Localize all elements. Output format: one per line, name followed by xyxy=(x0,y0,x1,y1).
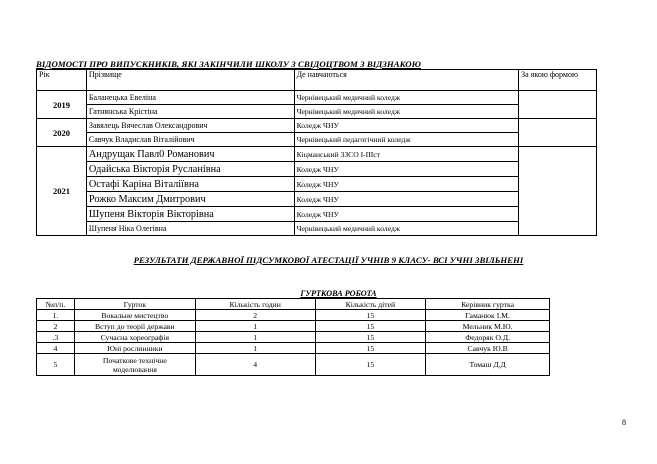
table-row xyxy=(37,343,550,354)
club-cell xyxy=(74,354,195,376)
hours-cell: 1 xyxy=(195,343,315,354)
leader-cell: Федоряк О.Д. xyxy=(426,332,550,343)
clubs-table xyxy=(36,298,550,376)
table-row xyxy=(37,222,597,236)
num-cell: 2 xyxy=(37,321,75,332)
where-cell: Чернівецький медичний коледж xyxy=(294,105,519,119)
kids-cell: 15 xyxy=(315,332,426,343)
table-row xyxy=(37,321,550,332)
num-cell: 1. xyxy=(37,310,75,321)
year-cell: 2021 xyxy=(37,147,87,236)
hours-cell: 1 xyxy=(195,332,315,343)
where-cell: Кіцманський ЗЗСО І-ІІІст xyxy=(294,147,519,162)
table-row xyxy=(37,310,550,321)
num-cell: .3 xyxy=(37,332,75,343)
table-row xyxy=(37,354,550,376)
table-row xyxy=(37,177,597,192)
col-year-header: Рік xyxy=(37,70,87,91)
where-cell: Чернівецький медичний коледж xyxy=(294,91,519,105)
name-cell: Рожко Максим Дмитрович xyxy=(86,192,294,207)
leader-cell: Гаманюк І.М. xyxy=(426,310,550,321)
kids-cell: 15 xyxy=(315,343,426,354)
where-cell: Чернівецький медичний коледж xyxy=(294,222,519,236)
graduates-table xyxy=(36,69,597,236)
hours-cell: 2 xyxy=(195,310,315,321)
name-cell: Одайська Вікторія Русланівна xyxy=(86,162,294,177)
name-cell: Гатнянська Крістіна xyxy=(86,105,294,119)
where-cell: Коледж ЧНУ xyxy=(294,119,519,133)
table-row xyxy=(37,147,597,162)
club-cell: Вступ до теорії держави xyxy=(74,321,195,332)
page-number: 8 xyxy=(622,418,626,427)
table-row xyxy=(37,162,597,177)
table-row xyxy=(37,133,597,147)
form-cell xyxy=(519,119,597,147)
num-cell: 5 xyxy=(37,354,75,376)
table-row xyxy=(37,119,597,133)
where-cell: Чернівецький педагогічний коледж xyxy=(294,133,519,147)
table-row xyxy=(37,207,597,222)
col-num-header: №п/п. xyxy=(37,299,75,310)
name-cell: Шупеня Ніка Олегівна xyxy=(86,222,294,236)
club-cell: Сучасна хореографія xyxy=(74,332,195,343)
year-cell: 2020 xyxy=(37,119,87,147)
name-cell: Завялець Вячеслав Олександрович xyxy=(86,119,294,133)
col-leader-header: Керівник гуртка xyxy=(426,299,550,310)
col-where-header: Де навчаються xyxy=(294,70,519,91)
table-header-row xyxy=(37,70,597,91)
hours-cell: 1 xyxy=(195,321,315,332)
club-cell-line: моделювання xyxy=(112,364,157,374)
name-cell: Андрущак Павл0 Романович xyxy=(86,147,294,162)
col-name-header: Прізвище xyxy=(86,70,294,91)
year-cell: 2019 xyxy=(37,91,87,119)
col-form-header: За якою формою xyxy=(519,70,597,91)
club-cell: Юні рослинники xyxy=(74,343,195,354)
hours-cell: 4 xyxy=(195,354,315,376)
table-row xyxy=(37,91,597,105)
clubs-title: ГУРТКОВА РОБОТА xyxy=(300,289,377,298)
name-cell: Баланецька Евеліна xyxy=(86,91,294,105)
kids-cell: 15 xyxy=(315,310,426,321)
graduates-title: ВІДОМОСТІ ПРО ВИПУСКНИКІВ, ЯКІ ЗАКІНЧИЛИ ШКОЛУ З СВІДОЦТВОМ З ВІДЗНАКОЮ xyxy=(36,59,422,69)
table-row xyxy=(37,332,550,343)
leader-cell: Мельник М.Ю. xyxy=(426,321,550,332)
where-cell: Коледж ЧНУ xyxy=(294,192,519,207)
where-cell: Коледж ЧНУ xyxy=(294,177,519,192)
kids-cell: 15 xyxy=(315,354,426,376)
leader-cell: Савчук Ю.В xyxy=(426,343,550,354)
col-hours-header: Кількість годин xyxy=(195,299,315,310)
where-cell: Коледж ЧНУ xyxy=(294,207,519,222)
where-cell: Коледж ЧНУ xyxy=(294,162,519,177)
name-cell: Шупеня Вікторія Вікторівна xyxy=(86,207,294,222)
table-row xyxy=(37,192,597,207)
kids-cell: 15 xyxy=(315,321,426,332)
club-cell-line: Початкове технічне xyxy=(102,355,167,365)
exam-results-title: РЕЗУЛЬТАТИ ДЕРЖАВНОЇ ПІДСУМКОВОЇ АТЕСТАЦІЇ УЧНІВ 9 КЛАСУ- ВСІ УЧНІ ЗВІЛЬНЕНІ xyxy=(133,255,524,265)
col-kids-header: Кількість дітей xyxy=(315,299,426,310)
name-cell: Савчук Владислав Віталійович xyxy=(86,133,294,147)
col-club-header: Гурток xyxy=(74,299,195,310)
leader-cell: Томаш Д.Д xyxy=(426,354,550,376)
form-cell xyxy=(519,91,597,119)
table-row xyxy=(37,105,597,119)
name-cell: Остафі Каріна Віталіївна xyxy=(86,177,294,192)
club-cell: Вокальне мистецтво xyxy=(74,310,195,321)
num-cell: 4 xyxy=(37,343,75,354)
form-cell xyxy=(519,147,597,236)
table-header-row xyxy=(37,299,550,310)
